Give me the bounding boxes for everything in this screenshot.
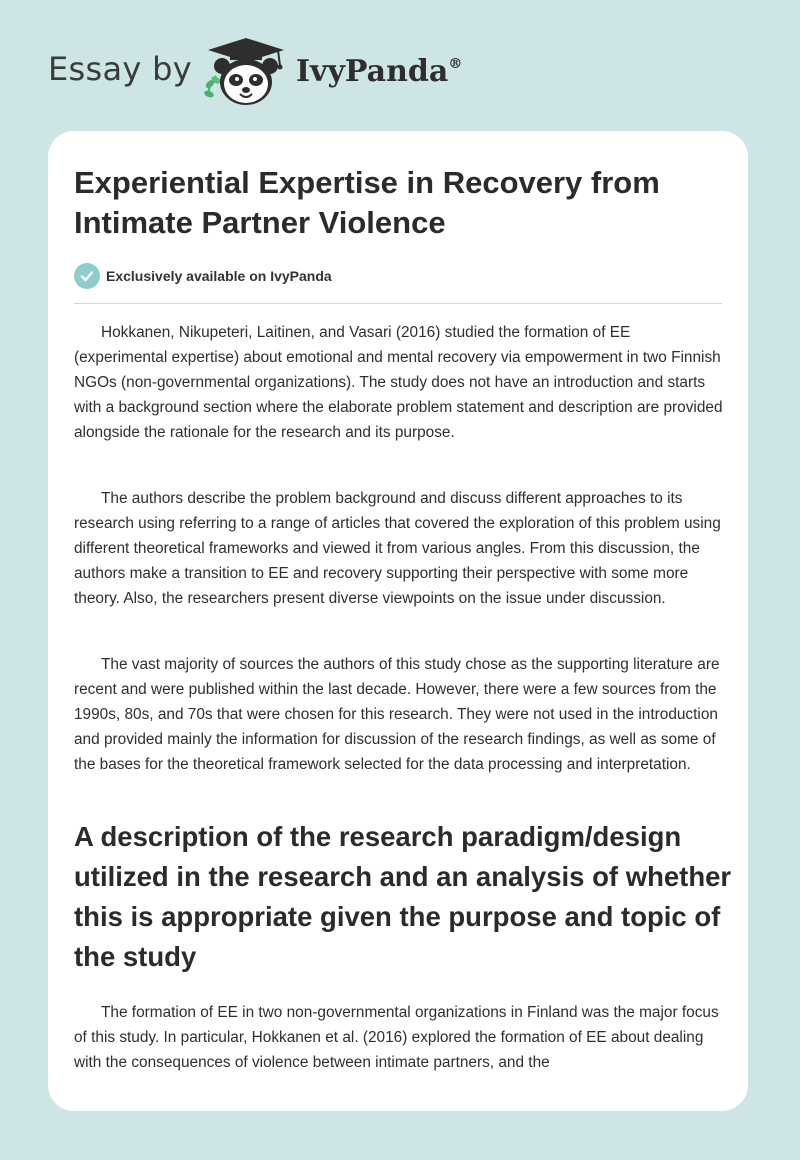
paragraph-1: Hokkanen, Nikupeteri, Laitinen, and Vasari (2016) studied the formation of EE (experimental expertise) about emotional and mental recovery via empowerment in two Finnish NGOs (non-governmental organizations). The study does not have an introduction and starts with a background section where the elaborate problem statement and description are provided alongside the rationale for the research and its purpose. bbox=[74, 324, 723, 441]
essay-by-label: Essay by bbox=[48, 50, 192, 88]
article-title: Experiential Expertise in Recovery from Intimate Partner Violence bbox=[74, 165, 660, 240]
panda-graduate-logo-icon[interactable] bbox=[200, 36, 292, 108]
check-circle-icon bbox=[74, 263, 100, 289]
paragraph-4: The formation of EE in two non-governmental organizations in Finland was the major focus of this study. In particular, Hokkanen et al. (2016) explored the formation of EE about dealing with the consequences of violence between intimate partners, and the bbox=[74, 1004, 719, 1071]
exclusive-badge bbox=[74, 262, 332, 290]
article-card bbox=[48, 131, 748, 1111]
registered-mark: ® bbox=[448, 56, 463, 72]
divider bbox=[74, 303, 722, 304]
site-header bbox=[0, 0, 800, 130]
paragraph-2: The authors describe the problem background and discuss different approaches to its research using referring to a range of articles that covered the exploration of this problem using different theoretical frameworks and viewed it from various angles. From this discussion, the authors make a transition to EE and recovery supporting their perspective with some more theory. Also, the researchers present diverse viewpoints on the issue under discussion. bbox=[74, 490, 721, 607]
exclusive-label: Exclusively available on IvyPanda bbox=[106, 268, 332, 284]
brand-name[interactable]: IvyPanda® bbox=[296, 54, 463, 89]
paragraph-3: The vast majority of sources the authors of this study chose as the supporting literature are recent and were published within the last decade. However, there were a few sources from the 1990s, 80s, and 70s that were chosen for this research. They were not used in the introduction and provided mainly the information for discussion of the research findings, as well as some of the bases for the theoretical framework selected for the data processing and interpretation. bbox=[74, 656, 720, 773]
section-heading: A description of the research paradigm/design utilized in the research and an analysis of whether this is appropriate given the purpose and topic of the study bbox=[74, 821, 732, 972]
